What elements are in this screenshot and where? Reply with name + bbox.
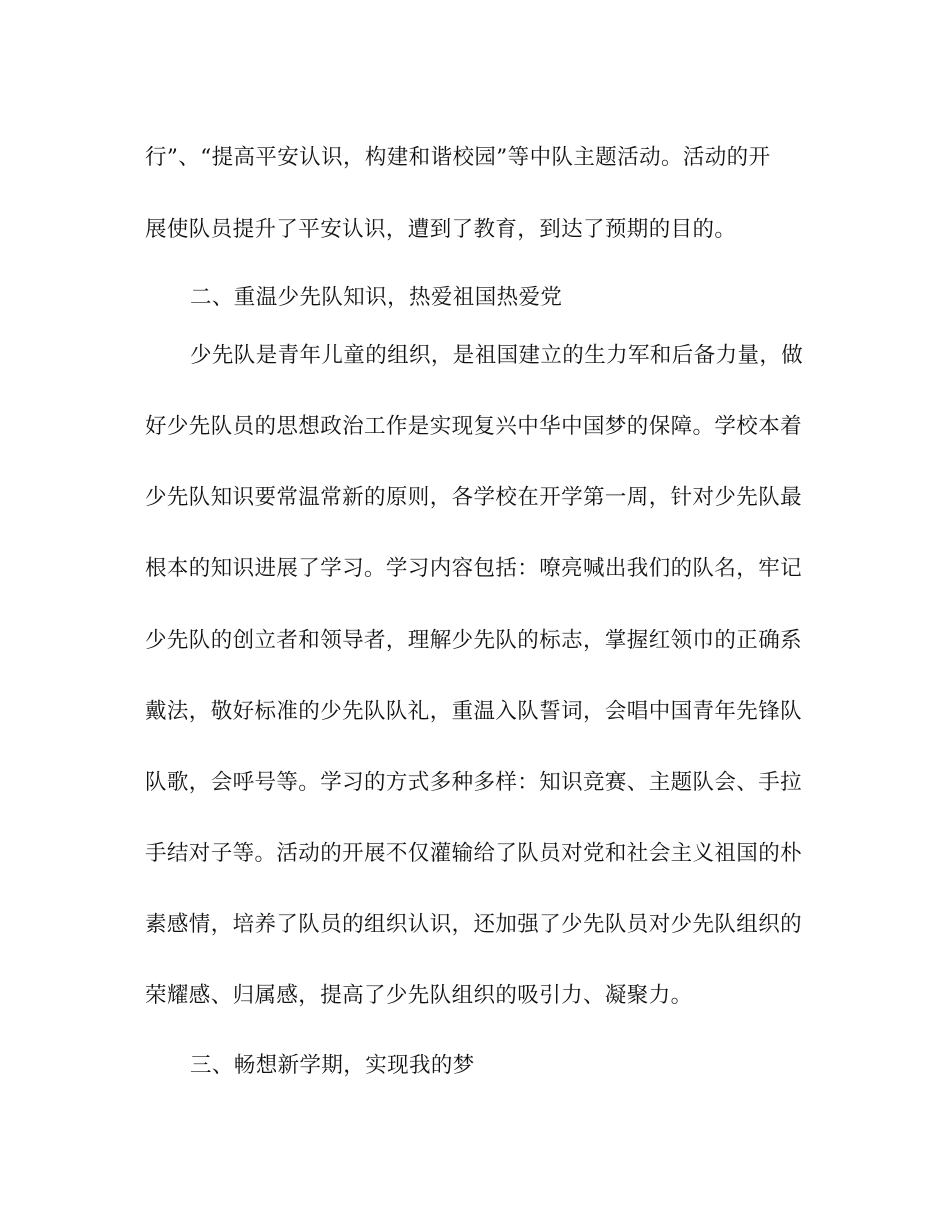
- section-heading-2: 二、重温少先队知识，热爱祖国热爱党: [190, 285, 563, 310]
- paragraph-line-5: 少先队知识要常温常新的原则，各学校在开学第一周，针对少先队最: [145, 485, 803, 510]
- paragraph-line-10: 手结对子等。活动的开展不仅灌输给了队员对党和社会主义祖国的朴: [145, 841, 803, 866]
- paragraph-line-4: 好少先队员的思想政治工作是实现复兴中华中国梦的保障。学校本着: [145, 414, 803, 439]
- paragraph-line-3: 少先队是青年儿童的组织，是祖国建立的生力军和后备力量，做: [190, 343, 804, 368]
- paragraph-line-8: 戴法，敬好标准的少先队队礼，重温入队誓词，会唱中国青年先锋队: [145, 699, 803, 724]
- paragraph-line-7: 少先队的创立者和领导者，理解少先队的标志，掌握红领巾的正确系: [145, 628, 803, 653]
- section-heading-3: 三、畅想新学期，实现我的梦: [190, 1053, 475, 1078]
- paragraph-line-11: 素感情，培养了队员的组织认识，还加强了少先队员对少先队组织的: [145, 912, 803, 937]
- paragraph-line-12: 荣耀感、归属感，提高了少先队组织的吸引力、凝聚力。: [145, 983, 693, 1008]
- paragraph-line-2: 展使队员提升了平安认识，遭到了教育，到达了预期的目的。: [145, 217, 737, 242]
- paragraph-line-1: 行”、“提高平安认识，构建和谐校园”等中队主题活动。活动的开: [145, 145, 771, 170]
- paragraph-line-9: 队歌，会呼号等。学习的方式多种多样：知识竞赛、主题队会、手拉: [145, 770, 803, 795]
- paragraph-line-6: 根本的知识进展了学习。学习内容包括：嘹亮喊出我们的队名，牢记: [145, 556, 803, 581]
